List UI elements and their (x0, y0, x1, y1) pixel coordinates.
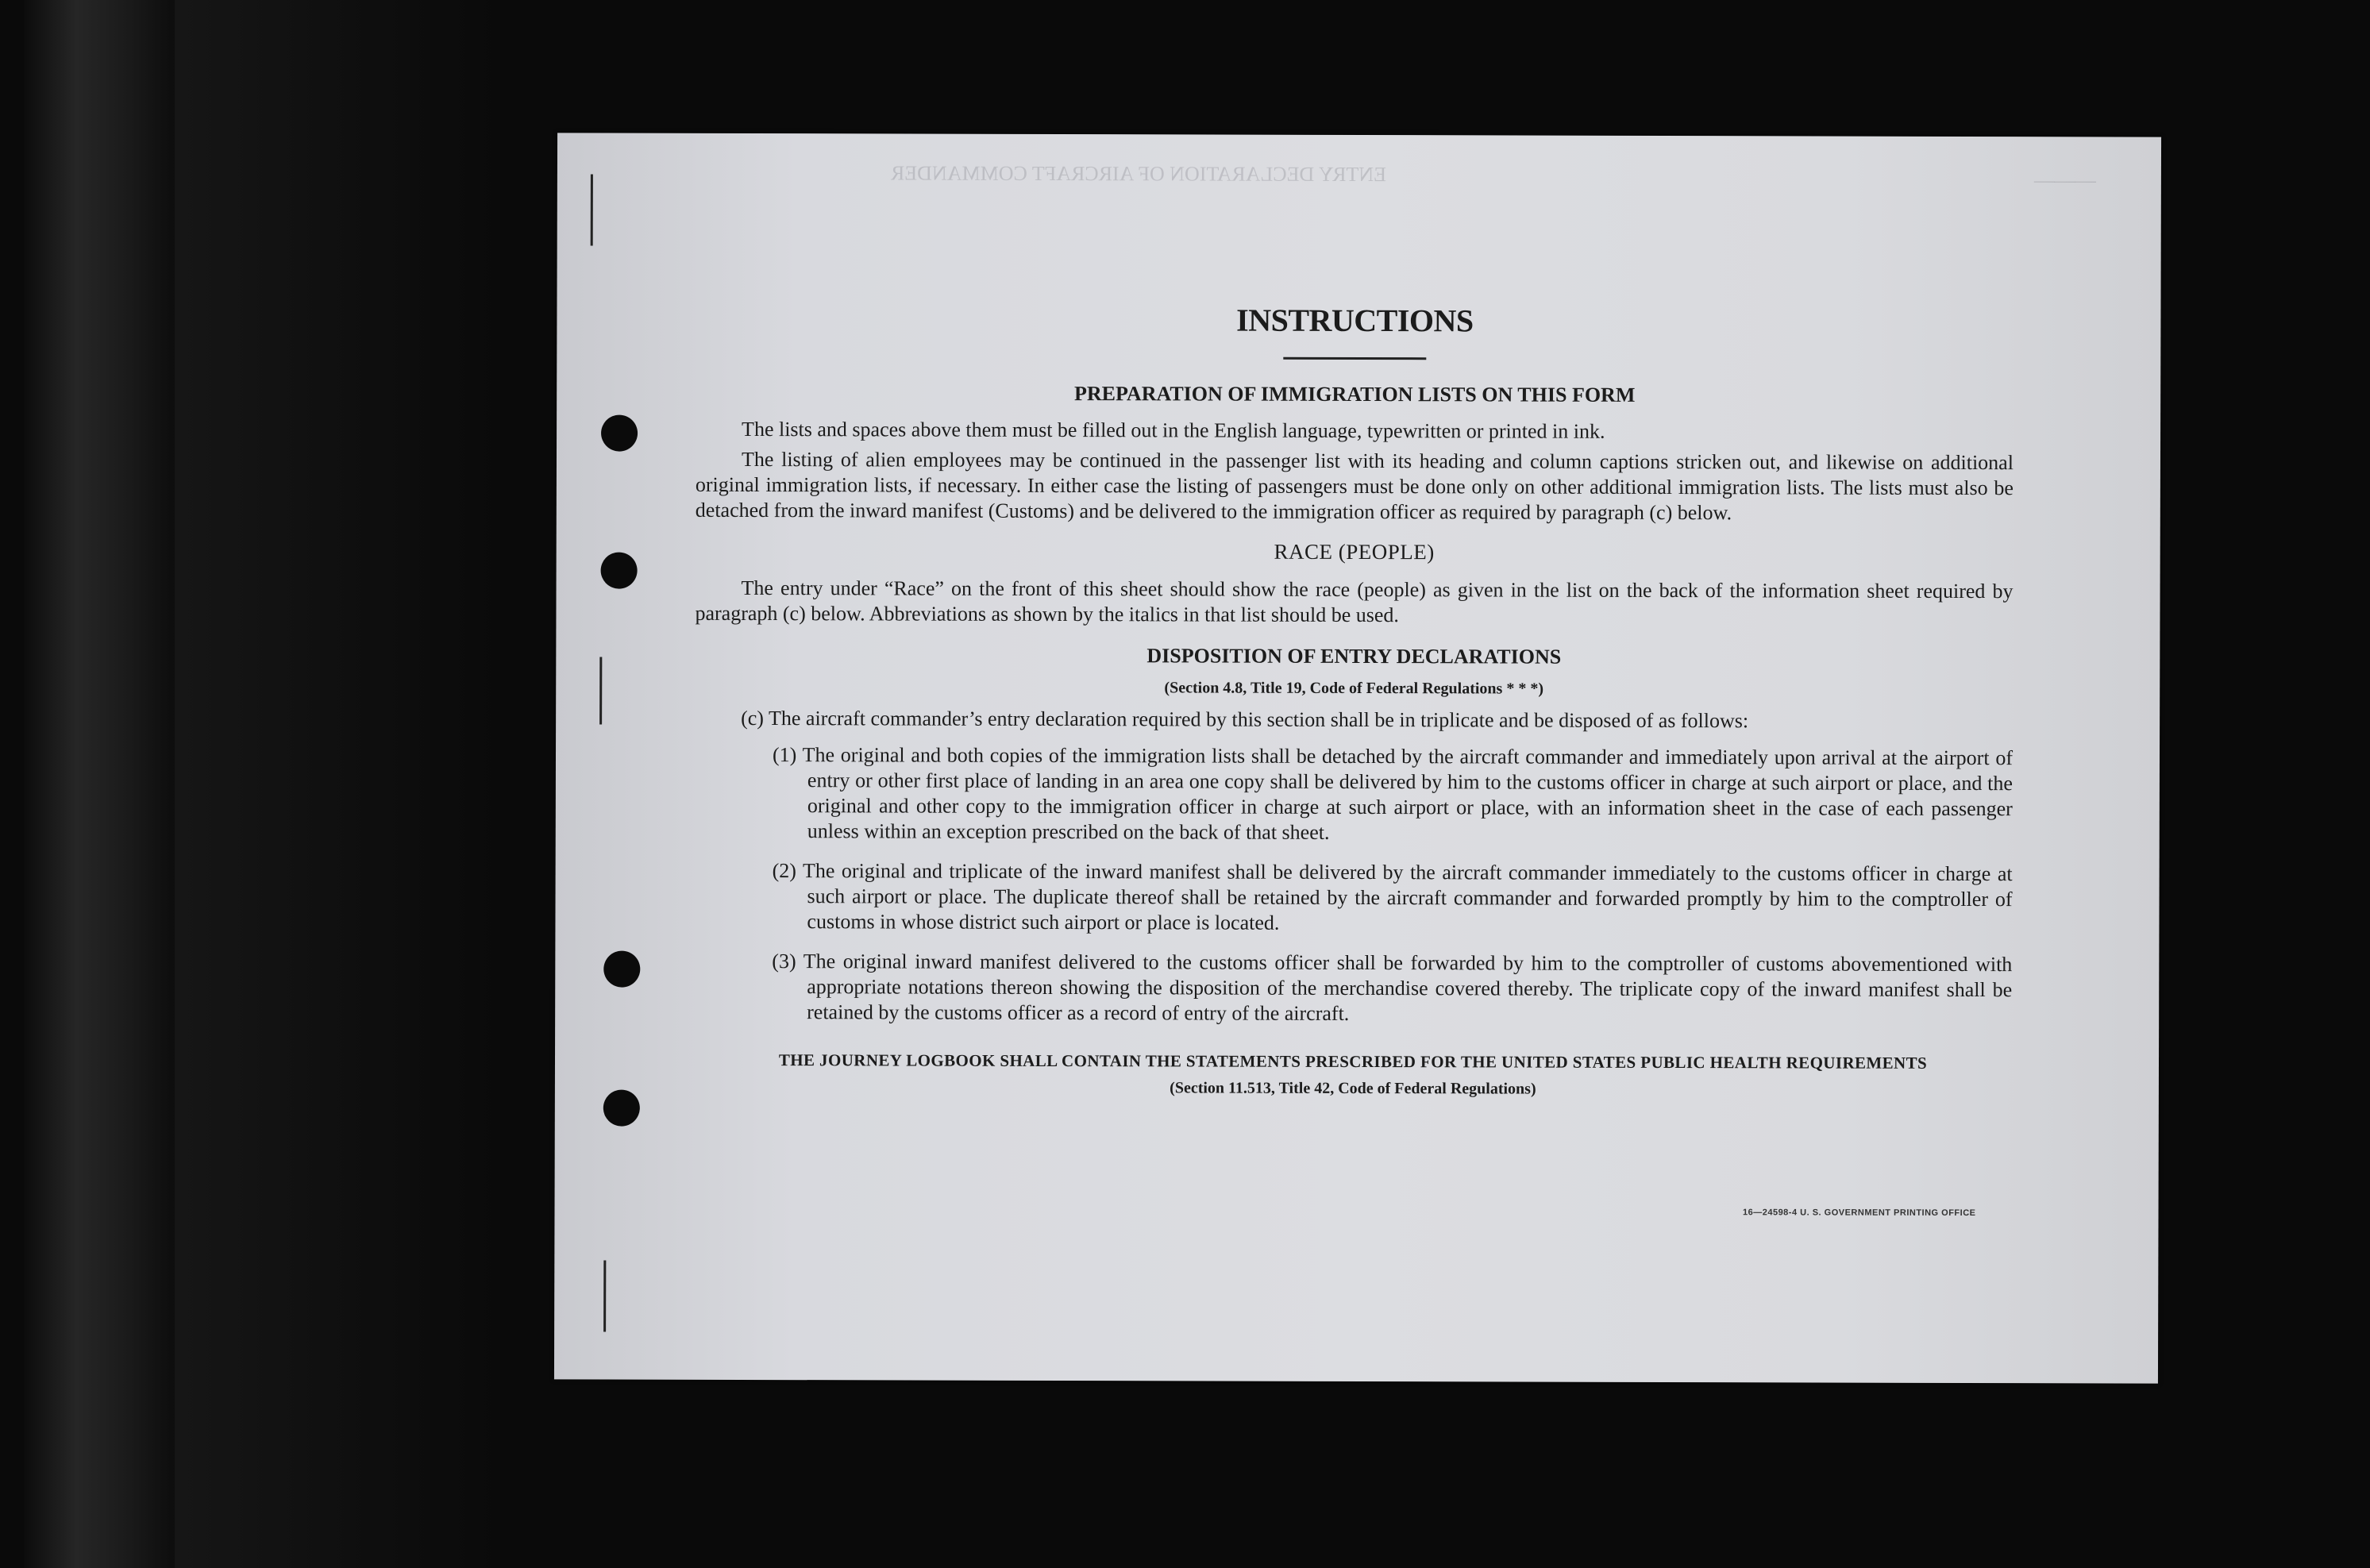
section-heading-disposition: DISPOSITION OF ENTRY DECLARATIONS (1146, 644, 1562, 668)
paragraph-alien-employees: The listing of alien employees may be continued in the passenger list with its heading and column captions stricken out, and likewise on additional original immigration lists, if necessary. In either case the listing of passengers must be done only on other additional immigration lists. The lists must also be detached from the inward manifest (Customs) and be delivered to the immigration officer as required by paragraph (c) below. (695, 447, 2014, 525)
section-citation: (Section 4.8, Title 19, Code of Federal Regulations * * *) (1164, 679, 1544, 698)
margin-mark (599, 657, 602, 725)
page-title: INSTRUCTIONS (1236, 302, 1474, 339)
document-sheet (554, 133, 2161, 1383)
list-item: (1) The original and both copies of the immigration lists shall be detached by the aircraft commander and immediately upon arrival at the airport of entry or other first place of landing in an area one copy shall be delivered by him to the customs officer in charge at such airport or place, and the original and other copy to the immigration officer in charge at such airport or place, with an information sheet in the case of each passenger unless within an exception prescribed on the back of that sheet. (772, 743, 2014, 844)
paragraph-entry-declaration: (c) The aircraft commander’s entry declaration required by this section shall be in triplicate and be disposed of as follows: (741, 706, 1749, 733)
paragraph-lists-language: The lists and spaces above them must be filled out in the English language, typewritten or printed in ink. (742, 417, 1605, 443)
list-item: (3) The original inward manifest delivered to the customs officer shall be forwarded by him to the comptroller of customs abovementioned with appropriate notations thereon showing the disposition of the merchandise covered thereby. The triplicate copy of the inward manifest shall be retained by the customs officer as a record of entry of the aircraft. (772, 950, 2013, 1025)
title-underline (1283, 357, 1426, 360)
document-body (694, 300, 2014, 1103)
film-border-left (24, 0, 175, 1568)
health-requirements-statement: THE JOURNEY LOGBOOK SHALL CONTAIN THE STATEMENTS PRESCRIBED FOR THE UNITED STATES PUBLIC HEALTH REQUIREMENTS (778, 1050, 1928, 1073)
printer-imprint: 16—24598-4 U. S. GOVERNMENT PRINTING OFFICE (1742, 1208, 1976, 1219)
health-requirements-citation: (Section 11.513, Title 42, Code of Federal Regulations) (1170, 1079, 1536, 1098)
film-border-shadow (175, 0, 508, 1568)
margin-mark (591, 174, 593, 245)
section-heading-race: RACE (PEOPLE) (1274, 539, 1435, 564)
punch-hole (601, 415, 638, 452)
bleed-through: ENTRY DECLARATION OF AIRCRAFT COMMANDER (890, 161, 1387, 187)
section-heading-preparation: PREPARATION OF IMMIGRATION LISTS ON THIS FORM (1073, 382, 1636, 406)
punch-hole (601, 553, 638, 589)
punch-hole (603, 1090, 640, 1127)
punch-hole (603, 951, 640, 988)
bleed-through: ——— (2033, 168, 2096, 192)
list-item: (2) The original and triplicate of the inward manifest shall be delivered by the aircraft commander immediately to the customs officer in charge at such airport or place. The duplicate thereof shall be retained by the aircraft commander and forwarded promptly by him to the comptroller of customs in whose district such airport or place is located. (772, 859, 2013, 934)
paragraph-race-entry: The entry under “Race” on the front of this sheet should show the race (people) as given in the list on the back of the information sheet required by paragraph (c) below. Abbreviations as shown by the italics in that list should be used. (695, 576, 2014, 627)
margin-mark (603, 1261, 606, 1332)
